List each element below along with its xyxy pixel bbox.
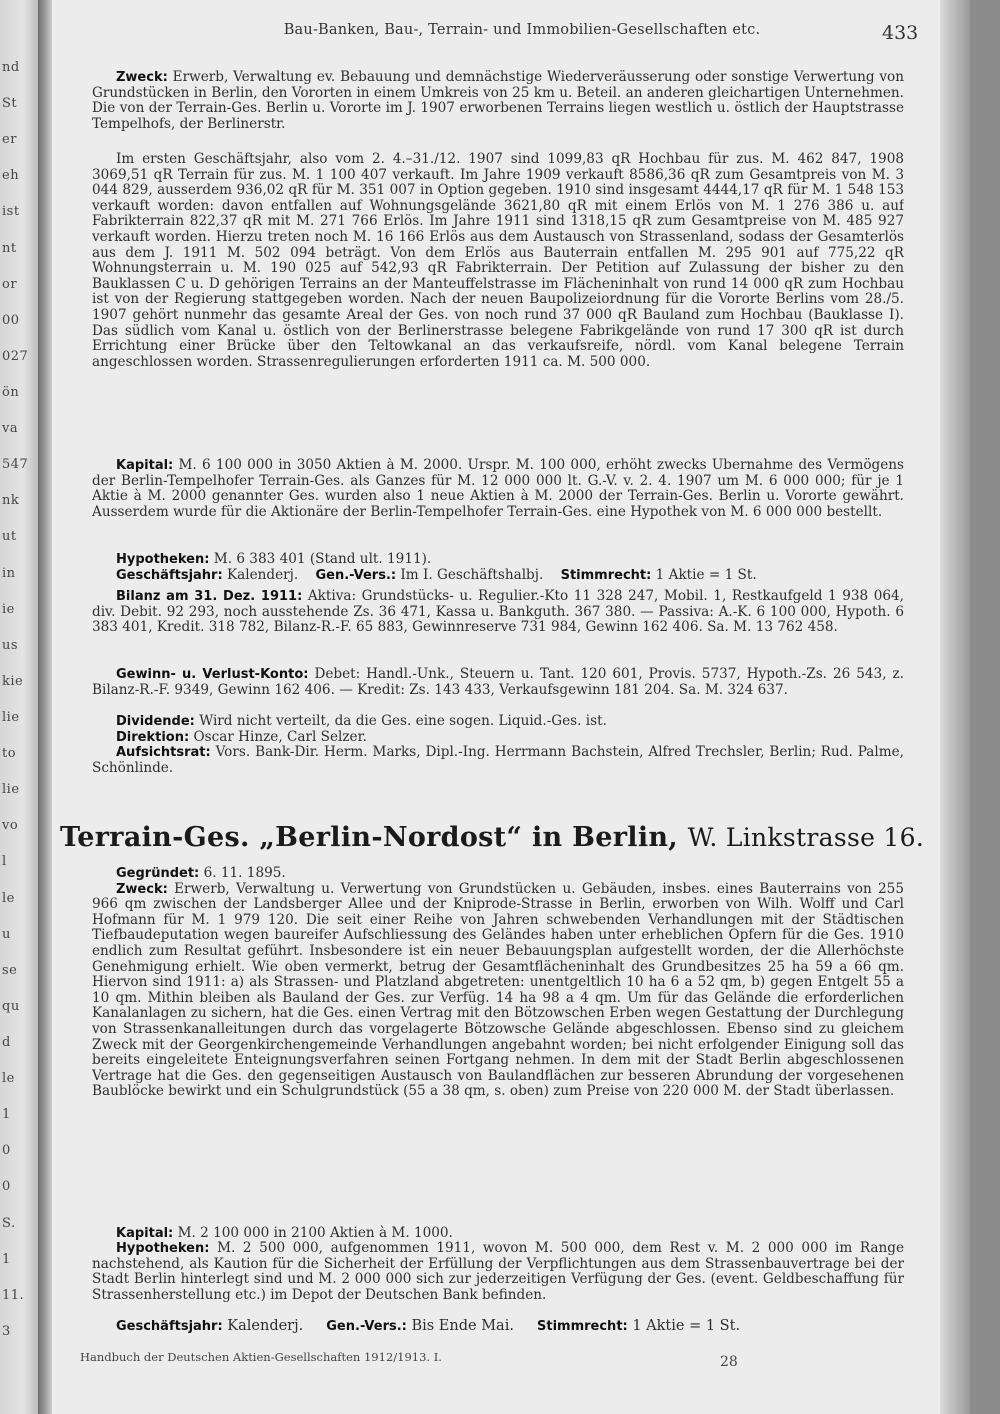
zweck2-label: Zweck: — [116, 881, 168, 897]
zweck-label: Zweck: — [116, 70, 168, 85]
facing-page-fragment: lie — [2, 710, 20, 725]
guv-label: Gewinn- u. Verlust-Konto: — [116, 667, 309, 683]
gv2-label: Gen.-Vers.: — [326, 1319, 407, 1335]
kapital-entry — [92, 458, 904, 552]
kapital-label: Kapital: — [116, 458, 174, 473]
facing-page-fragment: l — [2, 854, 7, 870]
geschaeftsjahr-line — [92, 568, 904, 584]
sales-history-text: Im ersten Geschäftsjahr, also vom 2. 4.–31./12. 1907 sind 1099,83 qR Hochbau für zus. M. 462 847, 1908 3069,51 qR Terrain für zus. M. 1 100 407 verkauft. Im Jahre 1909 verkauft 8586,36 qR zum Gesamtpreis von M. 3 044 829, ausserdem 936,02 qR für M. 351 007 in Option gegeben. 1910 sind insgesamt 4444,17 qR für M. 1 548 153 verkauft worden: davon entfallen auf Wohnungsgelände 3621,80 qR mit einem Erlös von M. 1 276 386 u. auf Fabrikterrain 822,37 qR mit M. 271 766 Erlös. Im Jahre 1911 sind 1318,15 qR zum Gesamtpreise von M. 485 927 verkauft worden. Hierzu treten noch M. 16 166 Erlös aus dem Austausch von Strassenland, sodass der Gesamterlös aus dem J. 1911 M. 502 094 beträgt. Von dem Erlös aus Bauterrain entfallen M. 295 901 auf 775,22 qR Wohnungsterrain u. M. 190 025 auf 542,93 qR Fabrikterrain. Der Petition auf Zulassung der bisher zu den Bauklassen C u. D gehörigen Terrains an der Manteuffelstrasse im Flächeninhalt von rund 14 000 qR zum Hochbau ist von der Regierung stattgegeben worden. Nach der neuen Baupolizeiordnung für die Vororte Berlins vom 28./5. 1907 gehört nunmehr das gesamte Areal der Ges. von noch rund 37 000 qR Bauland zum Hochbau (Bauklasse I). Das südlich vom Kanal u. östlich von der Berlinerstrasse belegene Fabrikgelände von rund 17 300 qR ist durch Errichtung einer Brücke über den Teltowkanal an das verkaufsreife, nördl. vom Kanal belegene Terrain angeschlossen worden. Strassenregulierungen erforderten 1911 ca. M. 500 000. — [92, 152, 904, 370]
stimmrecht2-label: Stimmrecht: — [537, 1319, 628, 1335]
section-berlin-nordost — [92, 866, 904, 1335]
facing-page-fragment: se — [2, 962, 18, 978]
hypotheken-entry — [92, 552, 904, 568]
facing-page-fragment: le — [2, 890, 15, 906]
gv2-text: Bis Ende Mai. — [411, 1318, 514, 1335]
facing-page-fragment: 027 — [2, 348, 29, 364]
hypotheken2-text: M. 2 500 000, aufgenommen 1911, wovon M. 500 000, dem Rest v. M. 2 000 000 im Range nachstehend, als Kaution für die Sicherheit der Erfüllung der Verpflichtungen aus dem Strassenbauvertrage bei der Stadt Berlin hinterlegt sind und M. 2 000 000 sich zur jederzeitigen Verfügung der Ges. (event. Geldbeschaffung für Strassenherstellung etc.) im Depot der Deutschen Bank befinden. — [92, 1241, 904, 1303]
facing-page-fragment: 1 — [2, 1107, 11, 1123]
facing-page-fragment: S. — [2, 1215, 16, 1231]
kapital2-label: Kapital: — [116, 1225, 174, 1241]
geschaeftsjahr2-line — [92, 1319, 904, 1335]
bilanz-entry — [92, 589, 904, 667]
facing-page-fragment: eh — [2, 168, 20, 184]
facing-page-fragment: in — [2, 565, 16, 581]
zweck-entry — [92, 70, 904, 148]
facing-page-fragment: er — [2, 132, 17, 148]
facing-page-fragment: le — [2, 1071, 15, 1087]
printer-signature: 28 — [720, 1354, 738, 1370]
hypotheken2-label: Hypotheken: — [116, 1241, 210, 1257]
book-gutter — [38, 0, 52, 1414]
document-page — [52, 0, 970, 1414]
section-terrain-vororte — [92, 70, 904, 777]
facing-page-fragment: to — [2, 746, 17, 762]
hypotheken2-entry — [92, 1241, 904, 1319]
facing-page-fragment: ut — [2, 529, 17, 545]
page-footer — [80, 1350, 900, 1370]
facing-page-fragment: qu — [2, 998, 20, 1014]
footer-source: Handbuch der Deutschen Aktien-Gesellschaften 1912/1913. I. — [80, 1350, 442, 1364]
dividende-text: Wird nicht verteilt, da die Ges. eine sogen. Liquid.-Ges. ist. — [199, 713, 607, 730]
facing-page-fragment: nt — [2, 240, 17, 256]
bilanz-label: Bilanz am 31. Dez. 1911: — [116, 589, 303, 605]
facing-page-fragment: 3 — [2, 1323, 11, 1339]
company-heading — [60, 822, 925, 853]
facing-page-fragment: lie — [2, 782, 20, 798]
zweck2-entry — [92, 882, 904, 1226]
company-address: W. Linkstrasse 16. — [687, 823, 925, 852]
guv-entry — [92, 667, 904, 714]
gegruendet-entry — [92, 866, 904, 882]
facing-page-fragment: 1 — [2, 1251, 11, 1267]
gv-text: Im I. Geschäftshalbj. — [400, 566, 544, 583]
stimmrecht-text: 1 Aktie = 1 St. — [655, 566, 757, 583]
gv-label: Gen.-Vers.: — [315, 567, 397, 583]
gj2-text: Kalenderj. — [227, 1318, 304, 1335]
gegruendet-text: 6. 11. 1895. — [203, 865, 286, 881]
facing-page-fragment: kie — [2, 673, 24, 689]
page-number: 433 — [882, 22, 919, 44]
facing-page-fragment: or — [2, 276, 18, 292]
hypotheken-label: Hypotheken: — [116, 552, 210, 567]
company-name: Terrain-Ges. „Berlin-Nordost“ in Berlin, — [60, 822, 679, 853]
facing-page-fragment: us — [2, 637, 19, 653]
facing-page-fragment: nk — [2, 493, 20, 509]
facing-page-fragment: d — [2, 1035, 11, 1050]
zweck-text: Erwerb, Verwaltung ev. Bebauung und demnächstige Wiederveräusserung oder sonstige Verwertung von Grundstücken in Berlin, den Vororten in einem Umkreis von 25 km u. Beteil. an anderen gleichartigen Unternehmen. Die von der Terrain-Ges. Berlin u. Vororte im J. 1907 erworbenen Terrains liegen westlich u. östlich der Hauptstrasse Tempelhofs, der Berlinerstr. — [92, 70, 904, 132]
hypotheken-text: M. 6 383 401 (Stand ult. 1911). — [213, 551, 432, 567]
facing-page-fragment: vo — [2, 818, 19, 834]
direktion-label: Direktion: — [116, 729, 190, 745]
facing-page-fragment: va — [2, 421, 19, 437]
facing-page-fragment: u — [2, 926, 11, 942]
facing-page-fragment: ön — [2, 385, 20, 400]
aufsichtsrat-text: Vors. Bank-Dir. Herm. Marks, Dipl.-Ing. Herrmann Bachstein, Alfred Trechsler, Berlin; Rud. Palme, Schönlinde. — [92, 745, 904, 776]
facing-page-fragment: 0 — [2, 1179, 11, 1195]
adjacent-page-edge — [0, 0, 38, 1414]
kapital2-entry — [92, 1226, 904, 1242]
facing-page-fragment: St — [2, 96, 18, 112]
bilanz-text: Aktiva: Grundstücks- u. Regulier.-Kto 11 328 247, Mobil. 1, Restkaufgeld 1 938 064, div. Debit. 92 293, noch ausstehende Zs. 36 471, Kassa u. Bankguth. 367 380. — Passiva: A.-K. 6 100 000, Hypoth. 6 383 401, Kredit. 318 782, Bilanz-R.-F. 65 883, Gewinnreserve 731 984, Gewinn 162 406. Sa. M. 13 762 458. — [92, 589, 904, 636]
facing-page-fragment: 547 — [2, 457, 29, 473]
facing-page-fragment: ie — [2, 601, 15, 617]
gj2-label: Geschäftsjahr: — [116, 1319, 223, 1335]
aufsichtsrat-entry — [92, 745, 904, 777]
facing-page-fragment: 00 — [2, 312, 20, 328]
guv-text: Debet: Handl.-Unk., Steuern u. Tant. 120 601, Provis. 5737, Hypoth.-Zs. 26 543, z. Bilanz-R.-F. 9349, Gewinn 162 406. — Kredit: Zs. 143 433, Verkaufsgewinn 181 204. Sa. M. 324 637. — [92, 667, 904, 698]
dividende-entry — [92, 714, 904, 730]
aufsichtsrat-label: Aufsichtsrat: — [116, 745, 211, 761]
direktion-text: Oscar Hinze, Carl Selzer. — [193, 728, 367, 745]
page-edge-shadow — [940, 0, 970, 1414]
kapital-text: M. 6 100 000 in 3050 Aktien à M. 2000. Urspr. M. 100 000, erhöht zwecks Übernahme des Vermögens der Berlin-Tempelhofer Terrain-Ges. als Ganzes für M. 12 000 000 lt. G.-V. v. 2. 4. 1907 um M. 6 000 000; für je 1 Aktie à M. 2000 genannter Ges. wurden also 1 neue Aktien à M. 2000 der Terrain-Ges. Berlin u. Vororte gewährt. Ausserdem wurde für die Aktionäre der Berlin-Tempelhofer Terrain-Ges. eine Hypothek von M. 6 000 000 bestellt. — [92, 458, 904, 520]
kapital2-text: M. 2 100 000 in 2100 Aktien à M. 1000. — [177, 1224, 453, 1241]
running-header: Bau-Banken, Bau-, Terrain- und Immobilien-Gesellschaften etc. — [283, 22, 761, 38]
stimmrecht2-text: 1 Aktie = 1 St. — [632, 1318, 741, 1335]
facing-page-fragment: 0 — [2, 1143, 11, 1159]
gegruendet-label: Gegründet: — [116, 866, 200, 881]
facing-page-fragment: nd — [2, 60, 20, 75]
gj-label: Geschäftsjahr: — [116, 567, 223, 583]
facing-page-fragment: 11. — [2, 1287, 25, 1303]
direktion-entry — [92, 730, 904, 746]
gj-text: Kalenderj. — [227, 566, 299, 583]
dividende-label: Dividende: — [116, 714, 195, 730]
zweck2-text: Erwerb, Verwaltung u. Verwertung von Grundstücken u. Gebäuden, insbes. eines Bauterrains von 255 966 qm zwischen der Landsberger Allee und der Kniprode-Strasse in Berlin, erworben von Wilh. Wolff und Carl Hofmann für M. 1 979 120. Die seit einer Reihe von Jahren schwebenden Verhandlungen mit der Städtischen Tiefbaudeputation wegen baureifer Aufschliessung des Geländes haben unter erheblichen Opfern für die Ges. 1910 endlich zum Resultat geführt. Insbesondere ist ein neuer Bebauungsplan aufgestellt worden, der die Allerhöchste Genehmigung erhielt. Wie oben vermerkt, betrug der Gesamtflächeninhalt des Grundbesitzes 25 ha 59 a 66 qm. Hiervon sind 1911: a) als Strassen- und Platzland abgetreten: unentgeltlich 10 ha 6 a 52 qm, b) gegen Entgelt 55 a 10 qm. Mithin bleiben als Bauland der Ges. zur Verfüg. 14 ha 98 a 4 qm. Um für das Gelände die erforderlichen Kanalanlagen zu sichern, hat die Ges. einen Vertrag mit den Bötzowschen Erben wegen Gestattung der Durchlegung von Strassenkanalleitungen durch das vorgelagerte Bötzowsche Gelände abgeschlossen. Ebenso sind zu gleichem Zweck mit der Georgenkirchengemeinde Verhandlungen angebahnt worden; bei nicht erfolgender Einigung soll das bereits eingeleitete Enteignungsverfahren seinen Fortgang nehmen. In dem mit der Stadt Berlin abgeschlossenen Vertrage hat die Ges. den gegenseitigen Austausch von Baulandflächen zur besseren Abrundung der vorgesehenen Baublöcke bewirkt und ein Schulgrundstück (55 a 38 qm, s. oben) zum Preise von 220 000 M. der Stadt überlassen. — [92, 881, 904, 1100]
facing-page-fragment: ist — [2, 204, 20, 220]
stimmrecht-label: Stimmrecht: — [560, 567, 652, 583]
